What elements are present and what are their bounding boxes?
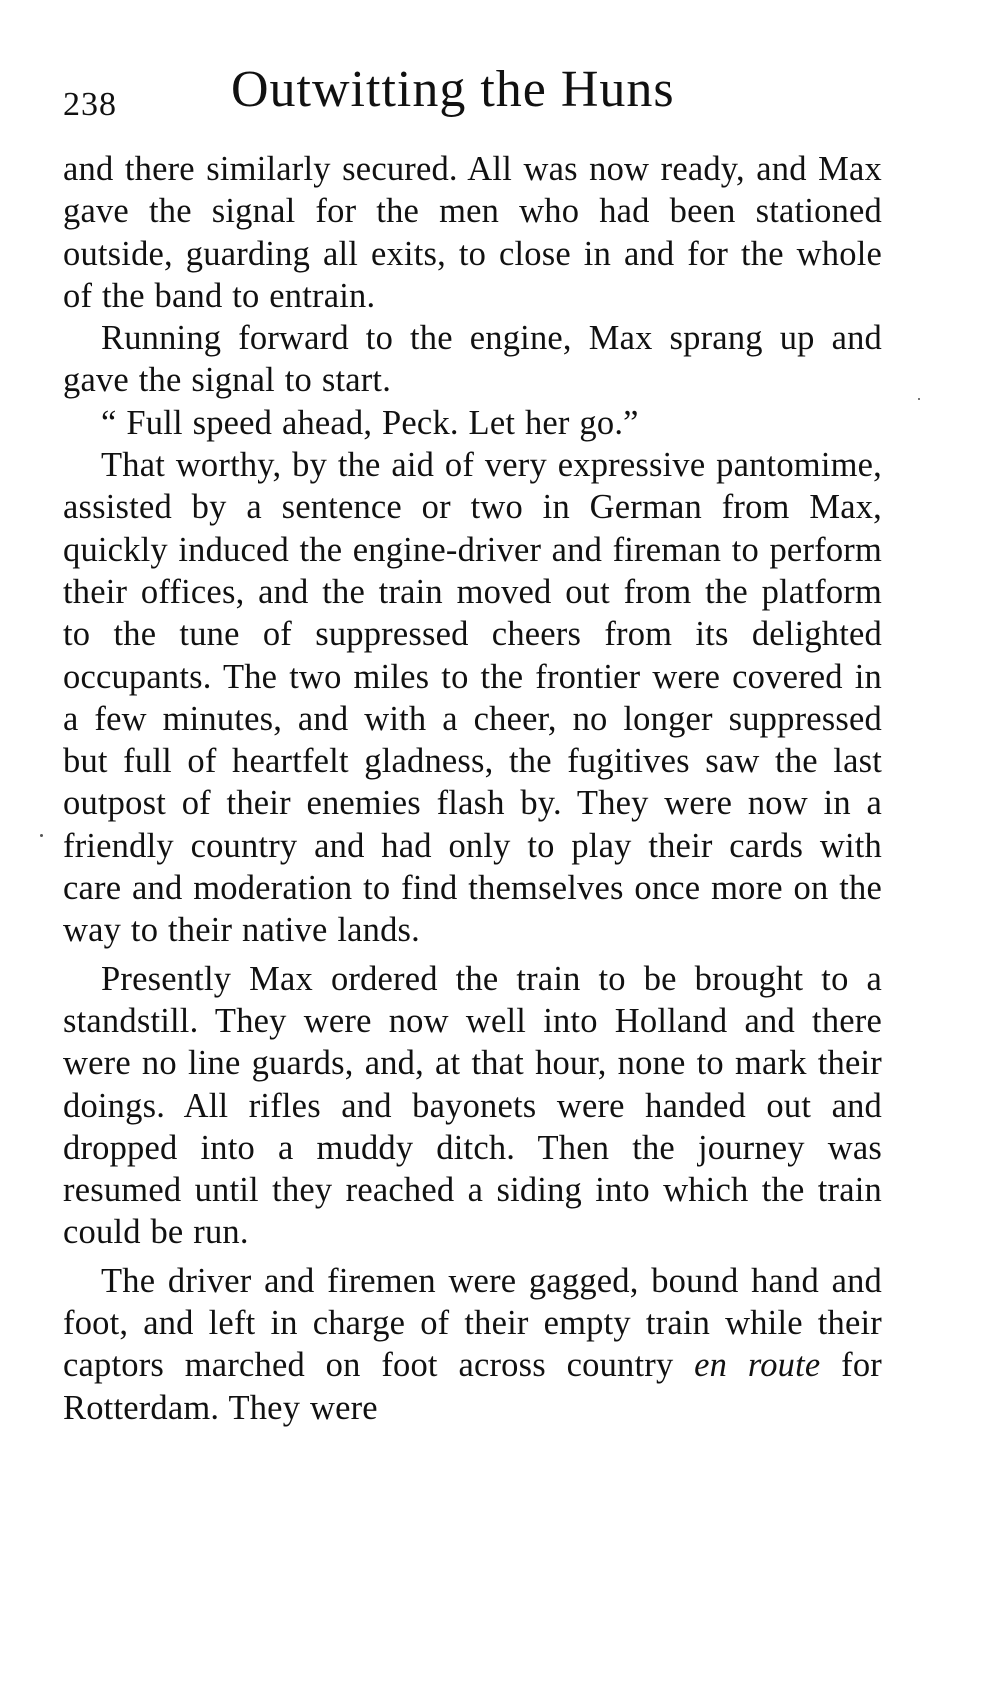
paragraph-4-text: That worthy, by the aid of very expressive pantomime, assisted by a sentence or two in German from Max, quickly induced the engine-driver and fireman to perform their offices, and the train moved out from the platform to the tune of suppressed cheers from its delighted occupants. The two miles to the frontier were covered in a few minutes, and with a cheer, no longer suppressed but full of heartfelt gladness, the fugitives saw the last outpost of their enemies flash by. They were now in a friendly country and had only to play their cards with care and moderation to find themselves once more on the way to their native lands. [63,446,882,950]
paragraph-3-text: “ Full speed ahead, Peck. Let her go.” [101,403,639,442]
paragraph-2 [63,317,882,402]
running-title: Outwitting the Huns [231,61,675,118]
paragraph-6 [63,1260,882,1429]
paragraph-6-text-end: for Rotterdam. They were [63,1346,882,1427]
paragraph-5-text: Presently Max ordered the train to be brought to a standstill. They were now well into Holland and there were no line guards, and, at that hour, none to mark their doings. All rifles and bayonets were handed out and dropped into a muddy ditch. Then the journey was resumed until they reached a siding into which the train could be run. [63,959,882,1252]
book-page [63,60,882,1429]
paragraph-4 [63,444,882,952]
body-text [63,148,882,1429]
paragraph-6-text-start: The driver and firemen were gagged, bound hand and foot, and left in charge of their empty train while their captors marched on foot across country [63,1261,882,1385]
paragraph-3 [63,402,882,444]
paragraph-2-text: Running forward to the engine, Max sprang up and gave the signal to start. [63,319,882,400]
edge-speck [918,398,920,400]
running-head [63,60,882,130]
margin-speck [40,834,43,837]
page-number: 238 [63,86,117,123]
paragraph-6-italic-phrase: en route [694,1346,821,1385]
paragraph-1-text: and there similarly secured. All was now ready, and Max gave the signal for the men who had been stationed outside, guarding all exits, to close in and for the whole of the band to entrain. [63,150,882,315]
paragraph-1 [63,148,882,317]
paragraph-5 [63,958,882,1254]
